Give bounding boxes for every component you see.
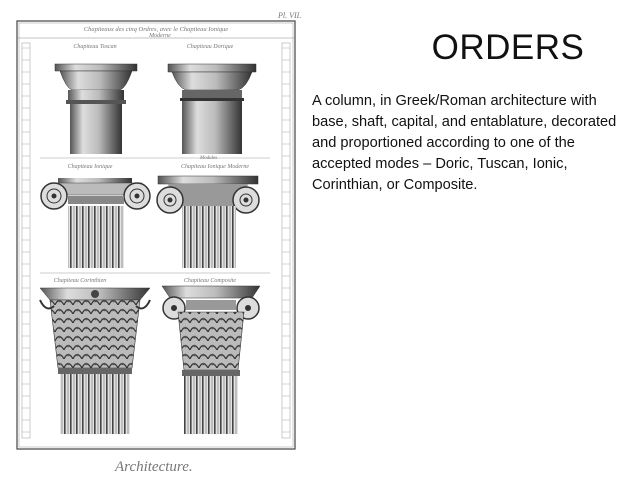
- corinthian-capital: [40, 288, 150, 434]
- doric-capital: [168, 64, 256, 154]
- tuscan-capital: [55, 64, 137, 154]
- scale-label: Modules: [200, 156, 218, 161]
- body-line: accepted modes – Doric, Tuscan, Ionic,: [312, 156, 568, 172]
- label-toscan: Chapiteau Toscan: [73, 44, 117, 50]
- body-line: Corinthian, or Composite.: [312, 177, 478, 193]
- modern-ionic-capital: [157, 176, 259, 268]
- engraving-heading: Chapiteaux des cinq Ordres, avec le Chapiteau Ionique: [83, 26, 229, 33]
- slide-title: ORDERS: [431, 28, 585, 67]
- body-line: A column, in Greek/Roman architecture with: [312, 93, 597, 109]
- label-ionique: Chapiteau Ionique: [67, 164, 113, 170]
- orders-engraving: [10, 8, 305, 479]
- label-composite: Chapiteau Composite: [183, 278, 237, 284]
- ionic-capital: [41, 178, 150, 268]
- composite-capital: [162, 286, 260, 434]
- plate-number: Pl. VII.: [278, 11, 302, 20]
- slide-body: [312, 91, 632, 196]
- body-line: and proportioned according to one of the: [312, 135, 575, 151]
- label-ionique-moderne: Chapiteau Ionique Moderne: [181, 164, 249, 170]
- label-corinthien: Chapiteau Corinthien: [53, 278, 107, 284]
- body-line: base, shaft, capital, and entablature, decorated: [312, 114, 617, 130]
- engraving-caption: Architecture.: [115, 459, 193, 475]
- engraving-heading-2: Moderne: [149, 33, 171, 39]
- label-dorique: Chapiteau Dorique: [186, 44, 234, 50]
